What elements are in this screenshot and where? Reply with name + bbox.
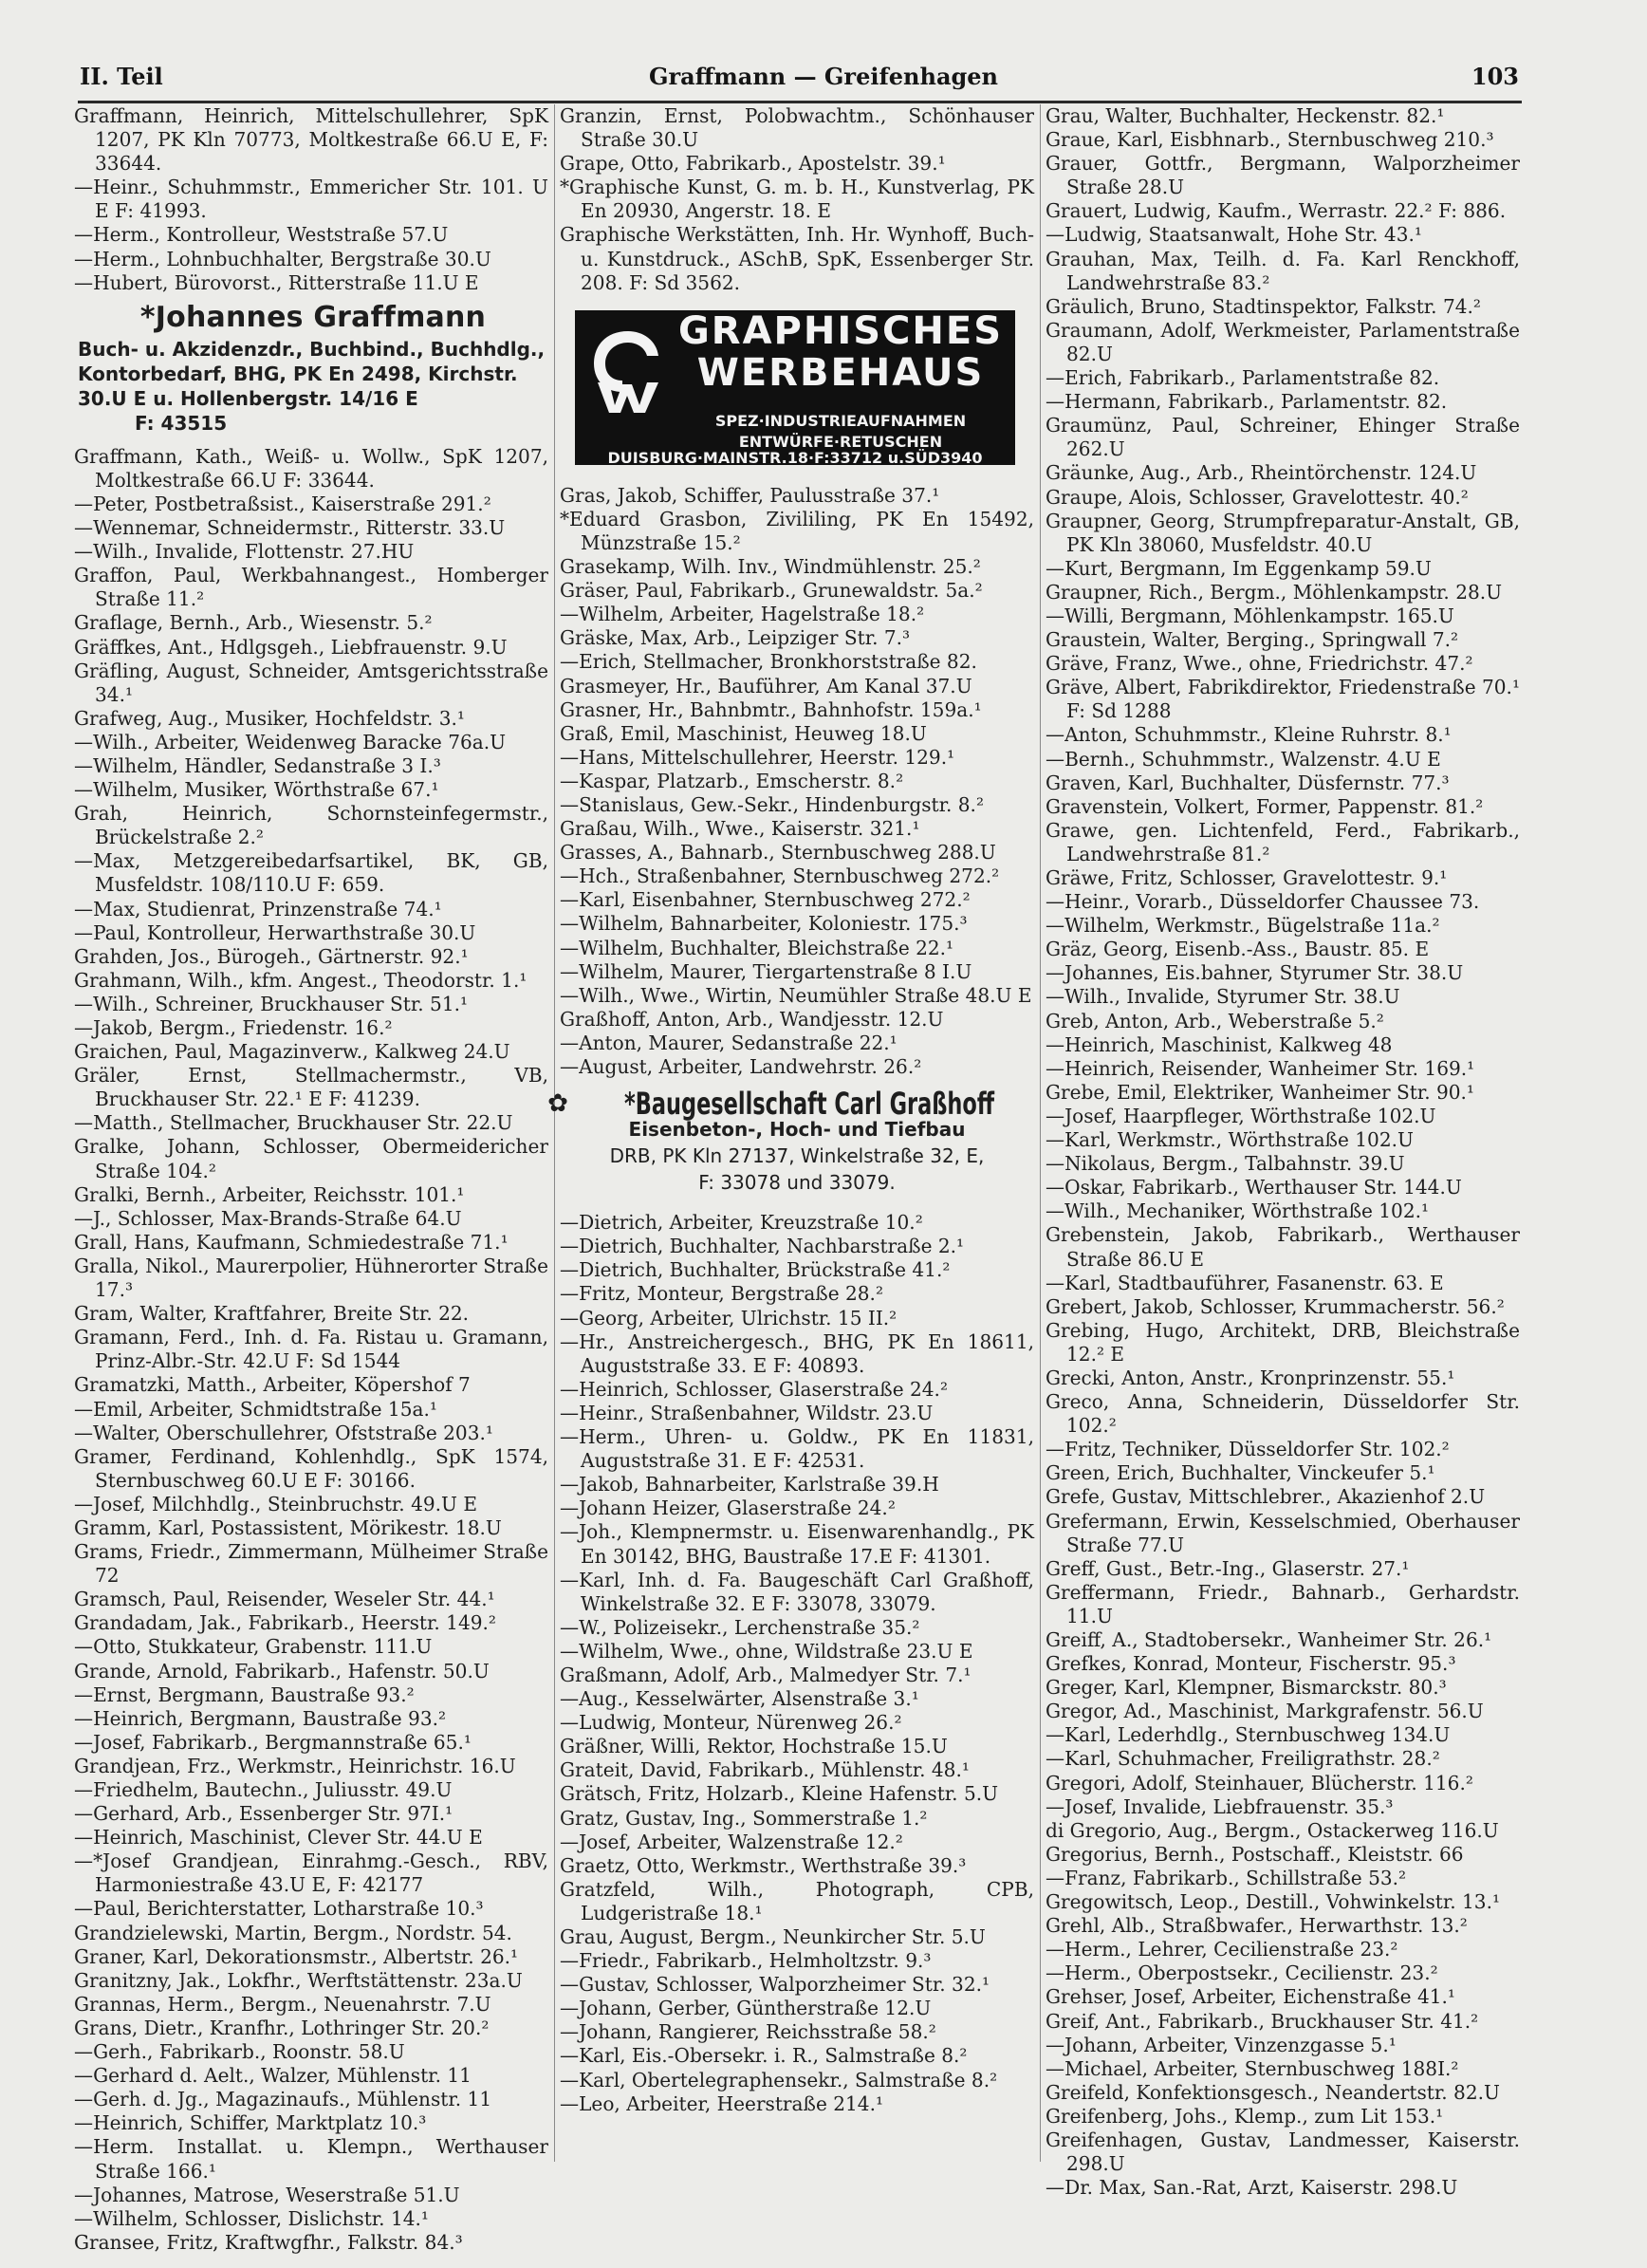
- directory-entry: —Wilh., Wwe., Wirtin, Neumühler Straße 48.U E: [560, 983, 1032, 1007]
- directory-entry: —Georg, Arbeiter, Ulrichstr. 15 II.²: [560, 1306, 898, 1329]
- directory-entry: Gratz, Gustav, Ing., Sommerstraße 1.²: [560, 1806, 928, 1830]
- directory-entry: Gräve, Franz, Wwe., ohne, Friedrichstr. 47.²: [1046, 652, 1473, 676]
- directory-entry: Gransee, Fritz, Kraftwgfhr., Falkstr. 84.³: [74, 2230, 463, 2254]
- directory-entry: Greifenhagen, Gustav, Landmesser, Kaiserstr. 298.U: [1046, 2128, 1520, 2176]
- directory-entry: Grannas, Herm., Bergm., Neuenahrstr. 7.U: [74, 1992, 491, 2016]
- directory-entry: Gramatzki, Matth., Arbeiter, Köpershof 7: [74, 1373, 471, 1397]
- directory-entry: Greiff, A., Stadtobersekr., Wanheimer Str. 26.¹: [1046, 1628, 1492, 1651]
- directory-entry: —Erich, Stellmacher, Bronkhorststraße 82.: [560, 650, 977, 674]
- directory-entry: Gralke, Johann, Schlosser, Obermeidericher Straße 104.²: [74, 1135, 548, 1182]
- advertisement-grasshoff: [547, 1086, 1034, 1196]
- directory-entry: —J., Schlosser, Max-Brands-Straße 64.U: [74, 1206, 462, 1230]
- directory-entry: Grahden, Jos., Bürogeh., Gärtnerstr. 92.¹: [74, 944, 469, 968]
- directory-entry: —Josef, Fabrikarb., Bergmannstraße 65.¹: [74, 1730, 472, 1754]
- directory-entry: —Kurt, Bergmann, Im Eggenkamp 59.U: [1046, 556, 1432, 580]
- ad-line: DRB, PK Kln 27137, Winkelstraße 32, E,: [609, 1144, 985, 1168]
- directory-entry: Grebenstein, Jakob, Fabrikarb., Werthauser Straße 86.U E: [1046, 1223, 1520, 1271]
- directory-entry: Gräler, Ernst, Stellmachermstr., VB, Bruckhauser Str. 22.¹ E F: 41239.: [74, 1064, 548, 1111]
- directory-entry: Gräve, Albert, Fabrikdirektor, Friedenstraße 70.¹ F: Sd 1288: [1046, 676, 1520, 723]
- directory-entry: Gräwe, Fritz, Schlosser, Gravelottestr. 9.¹: [1046, 866, 1448, 889]
- directory-entry: Graffon, Paul, Werkbahnangest., Homberger Straße 11.²: [74, 564, 548, 611]
- directory-entry: —Fritz, Monteur, Bergstraße 28.²: [560, 1282, 884, 1306]
- column-divider: [554, 104, 555, 2162]
- directory-entry: —Walter, Oberschullehrer, Ofststraße 203.¹: [74, 1421, 493, 1444]
- directory-entry: —Wilhelm, Schlosser, Dislichstr. 14.¹: [74, 2206, 429, 2230]
- directory-entry: —Ernst, Bergmann, Baustraße 93.²: [74, 1682, 415, 1706]
- directory-entry: Grandadam, Jak., Fabrikarb., Heerstr. 149.²: [74, 1611, 496, 1635]
- directory-entry: Greffermann, Friedr., Bahnarb., Gerhardstr. 11.U: [1046, 1580, 1520, 1627]
- directory-entry: Grasmeyer, Hr., Bauführer, Am Kanal 37.U: [560, 674, 972, 697]
- directory-entry: Gregorius, Bernh., Postschaff., Kleiststr. 66: [1046, 1842, 1464, 1866]
- directory-entry: Gregowitsch, Leop., Destill., Vohwinkelstr. 13.¹: [1046, 1890, 1501, 1914]
- directory-entry: Gräser, Paul, Fabrikarb., Grunewaldstr. 5a.²: [560, 579, 983, 603]
- directory-entry: —Josef, Haarpfleger, Wörthstraße 102.U: [1046, 1104, 1436, 1127]
- directory-entry: Graflage, Bernh., Arb., Wiesenstr. 5.²: [74, 611, 433, 635]
- directory-entry: —Karl, Schuhmacher, Freiligrathstr. 28.²: [1046, 1747, 1440, 1771]
- directory-entry: —Dietrich, Buchhalter, Brückstraße 41.²: [560, 1258, 951, 1282]
- directory-entry: —Fritz, Techniker, Düsseldorfer Str. 102.²: [1046, 1438, 1450, 1461]
- directory-entry: Granzin, Ernst, Polobwachtm., Schönhauser Straße 30.U: [560, 104, 1034, 152]
- directory-entry: Gras, Jakob, Schiffer, Paulusstraße 37.¹: [560, 483, 940, 507]
- directory-entry: —Jakob, Bahnarbeiter, Karlstraße 39.H: [560, 1473, 939, 1497]
- column-divider: [1040, 104, 1041, 2162]
- banner-line: SPEZ·INDUSTRIEAUFNAHMEN: [714, 411, 967, 430]
- directory-entry: Grefkes, Konrad, Monteur, Fischerstr. 95.³: [1046, 1652, 1456, 1676]
- directory-entry: —Gustav, Schlosser, Walporzheimer Str. 32.¹: [560, 1973, 990, 1997]
- directory-entry: Graner, Karl, Dekorationsmstr., Albertstr. 26.¹: [74, 1944, 519, 1968]
- directory-entry: Graue, Karl, Eisbhnarb., Sternbuschweg 210.³: [1046, 128, 1494, 152]
- directory-entry: —Josef, Milchhdlg., Steinbruchstr. 49.U E: [74, 1492, 478, 1515]
- directory-entry: Gramann, Ferd., Inh. d. Fa. Ristau u. Gramann, Prinz-Albr.-Str. 42.U F: Sd 1544: [74, 1326, 548, 1373]
- directory-entry: —W., Polizeisekr., Lerchenstraße 35.²: [560, 1615, 920, 1639]
- directory-entry: —Anton, Schuhmmstr., Kleine Ruhrstr. 8.¹: [1046, 723, 1452, 747]
- directory-entry: —Wilh., Invalide, Flottenstr. 27.HU: [74, 540, 415, 564]
- directory-entry: —Willi, Bergmann, Möhlenkampstr. 165.U: [1046, 604, 1454, 627]
- directory-entry: —Wilh., Mechaniker, Wörthstraße 102.¹: [1046, 1199, 1430, 1223]
- column-1: [74, 104, 548, 2255]
- directory-entry: Gralki, Bernh., Arbeiter, Reichsstr. 101.¹: [74, 1182, 465, 1206]
- entry-list: [74, 445, 548, 2255]
- directory-entry: Grebert, Jakob, Schlosser, Krummacherstr. 56.²: [1046, 1294, 1505, 1318]
- directory-entry: —Hans, Mittelschullehrer, Heerstr. 129.¹: [560, 745, 955, 769]
- header-rule: [78, 101, 1522, 103]
- directory-entry: —Herm., Uhren- u. Goldw., PK En 11831, Auguststraße 31. E F: 42531.: [560, 1425, 1034, 1473]
- directory-entry: —Karl, Inh. d. Fa. Baugeschäft Carl Graßhoff, Winkelstraße 32. E F: 33078, 33079.: [560, 1568, 1034, 1615]
- column-2: [547, 104, 1034, 2116]
- ad-phone: F: 43515: [135, 411, 228, 435]
- ad-body: Buch- u. Akzidenzdr., Buchbind., Buchhdlg., Kontorbedarf, BHG, PK En 2498, Kirchstr. 30.U E u. Hollenbergstr. 14/16 E: [78, 337, 546, 410]
- entry-list: [560, 1211, 1034, 2116]
- directory-entry: Graetz, Otto, Werkmstr., Werthstraße 39.³: [560, 1853, 967, 1877]
- directory-entry: —Bernh., Schuhmmstr., Walzenstr. 4.U E: [1046, 747, 1441, 771]
- directory-entry: —Heinrich, Bergmann, Baustraße 93.²: [74, 1706, 447, 1730]
- directory-entry: Graß, Emil, Maschinist, Heuweg 18.U: [560, 721, 927, 745]
- directory-entry: —Emil, Arbeiter, Schmidtstraße 15a.¹: [74, 1397, 437, 1421]
- directory-entry: —Kaspar, Platzarb., Emscherstr. 8.²: [560, 769, 904, 792]
- directory-entry: Grehser, Josef, Arbeiter, Eichenstraße 41.¹: [1046, 1985, 1455, 2009]
- directory-entry: —Paul, Berichterstatter, Lotharstraße 10.³: [74, 1897, 484, 1921]
- directory-entry: Gräulich, Bruno, Stadtinspektor, Falkstr. 74.²: [1046, 294, 1481, 318]
- directory-entry: Graustein, Walter, Berging., Springwall 7.²: [1046, 628, 1459, 652]
- directory-entry: —Ludwig, Staatsanwalt, Hohe Str. 43.¹: [1046, 223, 1422, 247]
- directory-entry: —Joh., Klempnermstr. u. Eisenwarenhandlg., PK En 30142, BHG, Baustraße 17.E F: 41301.: [560, 1520, 1034, 1568]
- directory-entry: Graffmann, Heinrich, Mittelschullehrer, SpK 1207, PK Kln 70773, Moltkestraße 66.U E, F: 33644.: [74, 104, 548, 176]
- directory-entry: Graumann, Adolf, Werkmeister, Parlamentstraße 82.U: [1046, 318, 1520, 365]
- directory-entry: Greif, Ant., Fabrikarb., Bruckhauser Str. 41.²: [1046, 2009, 1479, 2033]
- directory-entry: Graupner, Georg, Strumpfreparatur-Anstalt, GB, PK Kln 38060, Musfeldstr. 40.U: [1046, 509, 1520, 556]
- directory-entry: —Gerhard, Arb., Essenberger Str. 97I.¹: [74, 1802, 453, 1826]
- directory-entry: —Paul, Kontrolleur, Herwarthstraße 30.U: [74, 920, 476, 944]
- directory-entry: —Hr., Anstreichergesch., BHG, PK En 18611, Auguststraße 33. E F: 40893.: [560, 1329, 1034, 1377]
- directory-entry: Grätsch, Fritz, Holzarb., Kleine Hafenstr. 5.U: [560, 1782, 999, 1806]
- directory-entry: Grauer, Gottfr., Bergmann, Walporzheimer Straße 28.U: [1046, 152, 1520, 199]
- directory-entry: —Heinr., Vorarb., Düsseldorfer Chaussee 73.: [1046, 890, 1480, 914]
- directory-entry: —Josef, Arbeiter, Walzenstraße 12.²: [560, 1830, 903, 1853]
- directory-entry: —Friedhelm, Bautechn., Juliusstr. 49.U: [74, 1778, 453, 1801]
- directory-entry: Gräz, Georg, Eisenb.-Ass., Baustr. 85. E: [1046, 938, 1430, 961]
- directory-entry: —Karl, Werkmstr., Wörthstraße 102.U: [1046, 1128, 1414, 1152]
- wreath-icon: ✿: [547, 1089, 568, 1119]
- banner-line: GRAPHISCHES: [677, 308, 1004, 353]
- directory-entry: Gräfling, August, Schneider, Amtsgerichtsstraße 34.¹: [74, 659, 548, 706]
- directory-entry: Gramm, Karl, Postassistent, Mörikestr. 18.U: [74, 1515, 502, 1539]
- directory-entry: —Matth., Stellmacher, Bruckhauser Str. 22.U: [74, 1111, 513, 1135]
- advertisement-graffmann: [74, 299, 548, 436]
- directory-entry: Grawe, gen. Lichtenfeld, Ferd., Fabrikarb., Landwehrstraße 81.²: [1046, 818, 1520, 865]
- directory-entry: Grebe, Emil, Elektriker, Wanheimer Str. 90.¹: [1046, 1080, 1474, 1104]
- directory-entry: Greff, Gust., Betr.-Ing., Glaserstr. 27.¹: [1046, 1556, 1410, 1580]
- directory-entry: Graffmann, Kath., Weiß- u. Wollw., SpK 1207, Moltkestraße 66.U F: 33644.: [74, 444, 548, 492]
- directory-entry: Grall, Hans, Kaufmann, Schmiedestraße 71.¹: [74, 1230, 509, 1254]
- directory-entry: —Max, Studienrat, Prinzenstraße 74.¹: [74, 897, 442, 920]
- directory-entry: *Eduard Grasbon, Zivililing, PK En 15492, Münzstraße 15.²: [560, 507, 1034, 554]
- directory-entry: Grans, Dietr., Kranfhr., Lothringer Str. 20.²: [74, 2016, 490, 2039]
- directory-entry: —Wilhelm, Maurer, Tiergartenstraße 8 I.U: [560, 959, 972, 983]
- directory-entry: Graßhoff, Anton, Arb., Wandjesstr. 12.U: [560, 1007, 944, 1031]
- directory-entry: Grauert, Ludwig, Kaufm., Werrastr. 22.² F: 886.: [1046, 199, 1507, 223]
- directory-entry: Greger, Karl, Klempner, Bismarckstr. 80.³: [1046, 1676, 1447, 1700]
- directory-entry: Graumünz, Paul, Schreiner, Ehinger Straße 262.U: [1046, 414, 1520, 461]
- ad-line: F: 33078 und 33079.: [698, 1171, 896, 1195]
- directory-entry: Grasner, Hr., Bahnbmtr., Bahnhofstr. 159a.¹: [560, 697, 982, 721]
- directory-entry: —Wilhelm, Wwe., ohne, Wildstraße 23.U E: [560, 1639, 973, 1663]
- directory-entry: —Herm., Kontrolleur, Weststraße 57.U: [74, 223, 449, 247]
- directory-entry: —Oskar, Fabrikarb., Werthauser Str. 144.U: [1046, 1176, 1462, 1199]
- directory-entry: Grahmann, Wilh., kfm. Angest., Theodorstr. 1.¹: [74, 968, 527, 992]
- directory-entry: —Aug., Kesselwärter, Alsenstraße 3.¹: [560, 1687, 919, 1711]
- directory-entry: —Heinrich, Maschinist, Kalkweg 48: [1046, 1032, 1393, 1056]
- directory-entry: —Gerhard d. Aelt., Walzer, Mühlenstr. 11: [74, 2064, 472, 2088]
- directory-entry: Grafweg, Aug., Musiker, Hochfeldstr. 3.¹: [74, 706, 465, 730]
- directory-entry: —Gerh. d. Jg., Magazinaufs., Mühlenstr. 11: [74, 2088, 492, 2111]
- ad-subtitle: Eisenbeton-, Hoch- und Tiefbau: [628, 1118, 966, 1142]
- entry-list: [1046, 104, 1520, 2200]
- directory-entry: —Heinrich, Maschinist, Clever Str. 44.U E: [74, 1826, 483, 1850]
- directory-entry: Greco, Anna, Schneiderin, Düsseldorfer Str. 102.²: [1046, 1390, 1520, 1438]
- directory-entry: —Hch., Straßenbahner, Sternbuschweg 272.²: [560, 864, 1000, 888]
- directory-entry: Greifeld, Konfektionsgesch., Neandertstr. 82.U: [1046, 2080, 1500, 2104]
- directory-entry: Graichen, Paul, Magazinverw., Kalkweg 24.U: [74, 1040, 510, 1064]
- directory-entry: Grefe, Gustav, Mittschlebrer., Akazienhof 2.U: [1046, 1485, 1486, 1509]
- directory-entry: —Heinr., Straßenbahner, Wildstr. 23.U: [560, 1401, 934, 1424]
- directory-entry: —Wilhelm, Buchhalter, Bleichstraße 22.¹: [560, 936, 954, 959]
- directory-entry: Granitzny, Jak., Lokfhr., Werftstättenstr. 23a.U: [74, 1968, 523, 1992]
- directory-entry: Graßau, Wilh., Wwe., Kaiserstr. 321.¹: [560, 817, 920, 841]
- directory-entry: —Erich, Fabrikarb., Parlamentstraße 82.: [1046, 366, 1440, 390]
- directory-entry: Grefermann, Erwin, Kesselschmied, Oberhauser Straße 77.U: [1046, 1509, 1520, 1556]
- directory-entry: Grateit, David, Fabrikarb., Mühlenstr. 48.¹: [560, 1758, 970, 1782]
- directory-entry: Grams, Friedr., Zimmermann, Mülheimer Straße 72: [74, 1540, 548, 1588]
- directory-entry: —Leo, Arbeiter, Heerstraße 214.¹: [560, 2091, 884, 2115]
- directory-entry: Gregori, Adolf, Steinhauer, Blücherstr. 116.²: [1046, 1771, 1473, 1794]
- directory-entry: —Wennemar, Schneidermstr., Ritterstr. 33.U: [74, 516, 506, 540]
- directory-entry: Greifenberg, Johs., Klemp., zum Lit 153.¹: [1046, 2104, 1444, 2128]
- directory-entry: Grehl, Alb., Straßbwafer., Herwarthstr. 13.²: [1046, 1914, 1468, 1938]
- advertisement-graphisches-werbehaus: [575, 310, 1015, 465]
- directory-entry: Gräffkes, Ant., Hdlgsgeh., Liebfrauenstr. 9.U: [74, 635, 508, 659]
- directory-entry: —*Josef Grandjean, Einrahmg.-Gesch., RBV, Harmoniestraße 43.U E, F: 42177: [74, 1850, 548, 1897]
- directory-entry: —Friedr., Fabrikarb., Helmholtzstr. 9.³: [560, 1949, 932, 1973]
- directory-entry: —Herm., Oberpostsekr., Cecilienstr. 23.²: [1046, 1961, 1438, 1985]
- directory-entry: —Karl, Obertelegraphensekr., Salmstraße 8.²: [560, 2068, 998, 2091]
- ad-title: *Baugesellschaft Carl Graßhoff: [623, 1086, 994, 1123]
- directory-entry: Gregor, Ad., Maschinist, Markgrafenstr. 56.U: [1046, 1700, 1484, 1723]
- directory-entry: —Anton, Maurer, Sedanstraße 22.¹: [560, 1031, 898, 1054]
- directory-entry: Grebing, Hugo, Architekt, DRB, Bleichstraße 12.² E: [1046, 1318, 1520, 1366]
- directory-entry: —Johann, Arbeiter, Vinzenzgasse 5.¹: [1046, 2033, 1397, 2056]
- directory-entry: —Josef, Invalide, Liebfrauenstr. 35.³: [1046, 1794, 1394, 1818]
- banner-line: ENTWÜRFE·RETUSCHEN: [738, 432, 943, 451]
- directory-entry: —Wilhelm, Werkmstr., Bügelstraße 11a.²: [1046, 914, 1440, 938]
- directory-entry: *Graphische Kunst, G. m. b. H., Kunstverlag, PK En 20930, Angerstr. 18. E: [560, 176, 1034, 223]
- directory-entry: Graßmann, Adolf, Arb., Malmedyer Str. 7.¹: [560, 1663, 972, 1686]
- directory-entry: Gramer, Ferdinand, Kohlenhdlg., SpK 1574, Sternbuschweg 60.U E F: 30166.: [74, 1444, 548, 1492]
- directory-entry: Grasekamp, Wilh. Inv., Windmühlenstr. 25.²: [560, 555, 981, 579]
- directory-entry: —Heinr., Schuhmmstr., Emmericher Str. 101. U E F: 41993.: [74, 176, 548, 223]
- directory-entry: —Max, Metzgereibedarfsartikel, BK, GB, Musfeldstr. 108/110.U F: 659.: [74, 849, 548, 897]
- directory-entry: —Jakob, Bergm., Friedenstr. 16.²: [74, 1016, 393, 1039]
- directory-entry: —Karl, Eisenbahner, Sternbuschweg 272.²: [560, 888, 971, 912]
- directory-entry: —Johann, Gerber, Güntherstraße 12.U: [560, 1997, 932, 2020]
- directory-entry: Grau, August, Bergm., Neunkircher Str. 5.U: [560, 1925, 986, 1948]
- directory-entry: —Wilhelm, Bahnarbeiter, Koloniestr. 175.³: [560, 912, 968, 936]
- ad-title: *Johannes Graffmann: [139, 300, 487, 334]
- directory-entry: Green, Erich, Buchhalter, Vinckeufer 5.¹: [1046, 1461, 1435, 1485]
- directory-entry: —Dietrich, Arbeiter, Kreuzstraße 10.²: [560, 1211, 923, 1235]
- gw-logo-icon: [588, 325, 668, 415]
- directory-entry: Gralla, Nikol., Maurerpolier, Hühnerorter Straße 17.³: [74, 1254, 548, 1302]
- directory-entry: —Johann Heizer, Glaserstraße 24.²: [560, 1497, 896, 1520]
- entry-list: [560, 484, 1034, 1079]
- directory-entry: —Heinrich, Schlosser, Glaserstraße 24.²: [560, 1377, 948, 1401]
- directory-entry: —Wilhelm, Händler, Sedanstraße 3 I.³: [74, 753, 441, 777]
- running-title: Graffmann — Greifenhagen: [648, 63, 998, 90]
- directory-entry: —Wilh., Invalide, Styrumer Str. 38.U: [1046, 985, 1400, 1009]
- directory-entry: —Herm. Installat. u. Klempn., Werthauser Straße 166.¹: [74, 2135, 548, 2183]
- directory-entry: Gramsch, Paul, Reisender, Weseler Str. 44.¹: [74, 1588, 495, 1611]
- banner-line: WERBEHAUS: [696, 350, 985, 395]
- directory-entry: —Ludwig, Monteur, Nürenweg 26.²: [560, 1711, 902, 1735]
- entry-list: [560, 104, 1034, 295]
- directory-entry: Gräske, Max, Arb., Leipziger Str. 7.³: [560, 626, 911, 650]
- directory-entry: Grah, Heinrich, Schornsteinfegermstr., Brückelstraße 2.²: [74, 802, 548, 849]
- entry-list: [74, 104, 548, 295]
- directory-entry: Grauhan, Max, Teilh. d. Fa. Karl Renckhoff, Landwehrstraße 83.²: [1046, 247, 1520, 294]
- directory-entry: —Hermann, Fabrikarb., Parlamentstr. 82.: [1046, 390, 1448, 414]
- directory-entry: —Gerh., Fabrikarb., Roonstr. 58.U: [74, 2040, 405, 2064]
- directory-entry: Graupner, Rich., Bergm., Möhlenkampstr. 28.U: [1046, 580, 1503, 604]
- directory-entry: —Karl, Eis.-Obersekr. i. R., Salmstraße 8.²: [560, 2044, 968, 2068]
- directory-entry: Grape, Otto, Fabrikarb., Apostelstr. 39.¹: [560, 152, 946, 176]
- part-label: II. Teil: [80, 63, 163, 90]
- directory-entry: —Otto, Stukkateur, Grabenstr. 111.U: [74, 1635, 433, 1659]
- directory-entry: —Herm., Lohnbuchhalter, Bergstraße 30.U: [74, 247, 491, 270]
- directory-entry: —Heinrich, Schiffer, Marktplatz 10.³: [74, 2111, 427, 2135]
- directory-entry: —Heinrich, Reisender, Wanheimer Str. 169.¹: [1046, 1056, 1475, 1080]
- directory-entry: Gräunke, Aug., Arb., Rheintörchenstr. 124.U: [1046, 461, 1477, 485]
- directory-entry: Gram, Walter, Kraftfahrer, Breite Str. 22.: [74, 1302, 470, 1326]
- directory-entry: —Wilhelm, Musiker, Wörthstraße 67.¹: [74, 778, 439, 802]
- directory-entry: —Herm., Lehrer, Cecilienstraße 23.²: [1046, 1938, 1398, 1961]
- directory-entry: —Johann, Rangierer, Reichsstraße 58.²: [560, 2020, 936, 2044]
- directory-entry: Graphische Werkstätten, Inh. Hr. Wynhoff, Buch- u. Kunstdruck., ASchB, SpK, Essenberger Str. 208. F: Sd 3562.: [560, 223, 1034, 294]
- directory-entry: —Hubert, Bürovorst., Ritterstraße 11.U E: [74, 270, 479, 294]
- banner-line: DUISBURG·MAINSTR.18·F:33712 u.SÜD3940: [607, 448, 983, 467]
- directory-entry: Grau, Walter, Buchhalter, Heckenstr. 82.¹: [1046, 104, 1445, 127]
- directory-entry: Grecki, Anton, Anstr., Kronprinzenstr. 55.¹: [1046, 1366, 1455, 1389]
- directory-entry: —Dietrich, Buchhalter, Nachbarstraße 2.¹: [560, 1235, 965, 1258]
- directory-entry: —Johannes, Eis.bahner, Styrumer Str. 38.U: [1046, 961, 1464, 985]
- directory-entry: Grandjean, Frz., Werkmstr., Heinrichstr. 16.U: [74, 1754, 516, 1777]
- directory-entry: Graven, Karl, Buchhalter, Düsfernstr. 77.³: [1046, 771, 1450, 794]
- page-number: 103: [1471, 63, 1519, 90]
- directory-entry: —Franz, Fabrikarb., Schillstraße 53.²: [1046, 1866, 1407, 1889]
- directory-entry: —Dr. Max, San.-Rat, Arzt, Kaiserstr. 298.U: [1046, 2176, 1458, 2200]
- directory-entry: —Karl, Stadtbauführer, Fasanenstr. 63. E: [1046, 1271, 1444, 1294]
- directory-entry: Gratzfeld, Wilh., Photograph, CPB, Ludgeristraße 18.¹: [560, 1877, 1034, 1924]
- directory-entry: —Nikolaus, Bergm., Talbahnstr. 39.U: [1046, 1152, 1405, 1176]
- directory-entry: —Johannes, Matrose, Weserstraße 51.U: [74, 2183, 460, 2206]
- directory-entry: —Wilh., Schreiner, Bruckhauser Str. 51.¹: [74, 992, 469, 1015]
- directory-entry: Grande, Arnold, Fabrikarb., Hafenstr. 50.U: [74, 1659, 490, 1682]
- column-3: [1046, 104, 1520, 2200]
- directory-entry: —Michael, Arbeiter, Sternbuschweg 188I.²: [1046, 2056, 1459, 2080]
- directory-entry: di Gregorio, Aug., Bergm., Ostackerweg 116.U: [1046, 1818, 1499, 1842]
- directory-entry: —Karl, Lederhdlg., Sternbuschweg 134.U: [1046, 1723, 1451, 1747]
- directory-entry: Grandzielewski, Martin, Bergm., Nordstr. 54.: [74, 1921, 512, 1944]
- directory-entry: —Stanislaus, Gew.-Sekr., Hindenburgstr. 8.²: [560, 792, 984, 816]
- directory-entry: —August, Arbeiter, Landwehrstr. 26.²: [560, 1055, 922, 1078]
- directory-entry: —Wilhelm, Arbeiter, Hagelstraße 18.²: [560, 603, 925, 626]
- directory-entry: Grasses, A., Bahnarb., Sternbuschweg 288.U: [560, 841, 996, 864]
- directory-entry: Gräßner, Willi, Rektor, Hochstraße 15.U: [560, 1735, 948, 1758]
- directory-entry: —Wilh., Arbeiter, Weidenweg Baracke 76a.U: [74, 730, 507, 753]
- directory-entry: —Peter, Postbetraßsist., Kaiserstraße 291.²: [74, 492, 491, 515]
- directory-entry: Gravenstein, Volkert, Former, Pappenstr. 81.²: [1046, 794, 1484, 818]
- directory-entry: Graupe, Alois, Schlosser, Gravelottestr. 40.²: [1046, 485, 1469, 509]
- directory-entry: Greb, Anton, Arb., Weberstraße 5.²: [1046, 1009, 1384, 1032]
